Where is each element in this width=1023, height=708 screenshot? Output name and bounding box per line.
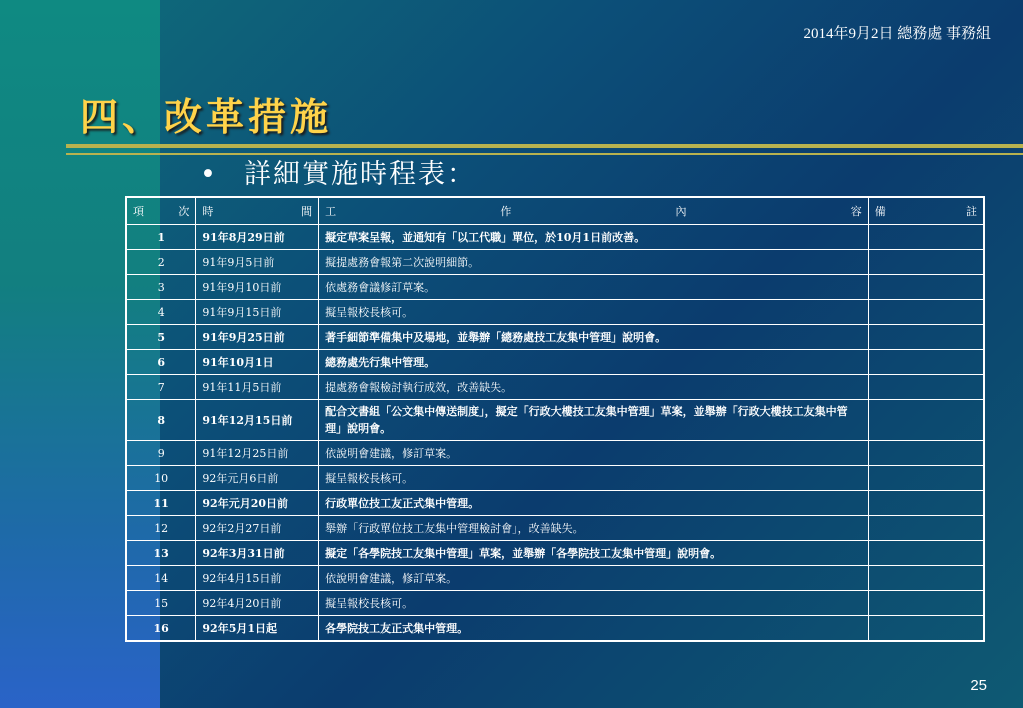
row-content: 行政單位技工友正式集中管理。 [319, 491, 869, 516]
row-number: 5 [126, 325, 196, 350]
row-date: 92年3月31日前 [196, 541, 319, 566]
table-row [126, 275, 984, 300]
row-number: 2 [126, 250, 196, 275]
row-note [868, 516, 984, 541]
row-date: 91年12月15日前 [196, 400, 319, 441]
row-date: 91年11月5日前 [196, 375, 319, 400]
table-row [126, 225, 984, 250]
row-date: 92年元月20日前 [196, 491, 319, 516]
column-header-note: 備 註 [868, 197, 984, 225]
row-date: 92年2月27日前 [196, 516, 319, 541]
row-number: 1 [126, 225, 196, 250]
row-note [868, 541, 984, 566]
table-row [126, 441, 984, 466]
row-content: 擬呈報校長核可。 [319, 591, 869, 616]
row-note [868, 566, 984, 591]
row-content: 提處務會報檢討執行成效，改善缺失。 [319, 375, 869, 400]
row-content: 著手細節準備集中及場地，並舉辦「總務處技工友集中管理」說明會。 [319, 325, 869, 350]
row-content: 總務處先行集中管理。 [319, 350, 869, 375]
row-number: 8 [126, 400, 196, 441]
row-date: 91年10月1日 [196, 350, 319, 375]
row-number: 16 [126, 616, 196, 642]
row-content: 依說明會建議，修訂草案。 [319, 441, 869, 466]
row-note [868, 375, 984, 400]
slide-subtitle [200, 152, 476, 191]
subtitle-text: 詳細實施時程表： [244, 159, 476, 190]
header-date-department: 2014年9月2日 總務處 事務組 [803, 26, 991, 42]
row-date: 92年4月20日前 [196, 591, 319, 616]
slide-title: 四、改革措施 [80, 94, 333, 139]
row-number: 15 [126, 591, 196, 616]
row-content: 各學院技工友正式集中管理。 [319, 616, 869, 642]
row-date: 91年9月10日前 [196, 275, 319, 300]
row-note [868, 491, 984, 516]
row-content: 擬定「各學院技工友集中管理」草案，並舉辦「各學院技工友集中管理」說明會。 [319, 541, 869, 566]
row-note [868, 250, 984, 275]
table-row [126, 541, 984, 566]
table-header-row [126, 197, 984, 225]
row-date: 92年5月1日起 [196, 616, 319, 642]
column-header-content: 工 作 內 容 [319, 197, 869, 225]
title-divider-thick [66, 144, 1023, 148]
row-note [868, 350, 984, 375]
schedule-table [125, 196, 985, 642]
row-date: 91年9月5日前 [196, 250, 319, 275]
table-row [126, 325, 984, 350]
table-row [126, 466, 984, 491]
row-note [868, 325, 984, 350]
row-number: 4 [126, 300, 196, 325]
table-row [126, 516, 984, 541]
table-row [126, 566, 984, 591]
row-content: 擬定草案呈報，並通知有「以工代職」單位，於10月1日前改善。 [319, 225, 869, 250]
table-row [126, 375, 984, 400]
row-number: 9 [126, 441, 196, 466]
table-row [126, 300, 984, 325]
row-note [868, 225, 984, 250]
row-date: 91年8月29日前 [196, 225, 319, 250]
column-header-date: 時 間 [196, 197, 319, 225]
row-note [868, 275, 984, 300]
page-number: 25 [970, 677, 987, 694]
table-row [126, 591, 984, 616]
bullet-icon: • [200, 159, 218, 190]
table-row [126, 350, 984, 375]
row-number: 13 [126, 541, 196, 566]
row-note [868, 466, 984, 491]
row-content: 擬提處務會報第二次說明細節。 [319, 250, 869, 275]
table-row [126, 616, 984, 642]
row-content: 依說明會建議，修訂草案。 [319, 566, 869, 591]
row-note [868, 616, 984, 642]
table-row [126, 491, 984, 516]
row-note [868, 591, 984, 616]
row-number: 11 [126, 491, 196, 516]
row-date: 91年9月25日前 [196, 325, 319, 350]
row-content: 依處務會議修訂草案。 [319, 275, 869, 300]
row-number: 6 [126, 350, 196, 375]
row-content: 擬呈報校長核可。 [319, 466, 869, 491]
row-note [868, 441, 984, 466]
row-number: 3 [126, 275, 196, 300]
table-row [126, 400, 984, 441]
row-number: 10 [126, 466, 196, 491]
row-date: 91年12月25日前 [196, 441, 319, 466]
row-number: 14 [126, 566, 196, 591]
column-header-no: 項 次 [126, 197, 196, 225]
row-note [868, 400, 984, 441]
row-note [868, 300, 984, 325]
row-content: 配合文書組「公文集中傳送制度」，擬定「行政大樓技工友集中管理」草案，並舉辦「行政大樓技工友集中管理」說明會。 [319, 400, 869, 441]
table-row [126, 250, 984, 275]
row-date: 92年元月6日前 [196, 466, 319, 491]
row-content: 擬呈報校長核可。 [319, 300, 869, 325]
row-date: 92年4月15日前 [196, 566, 319, 591]
row-number: 12 [126, 516, 196, 541]
row-number: 7 [126, 375, 196, 400]
row-date: 91年9月15日前 [196, 300, 319, 325]
row-content: 舉辦「行政單位技工友集中管理檢討會」，改善缺失。 [319, 516, 869, 541]
